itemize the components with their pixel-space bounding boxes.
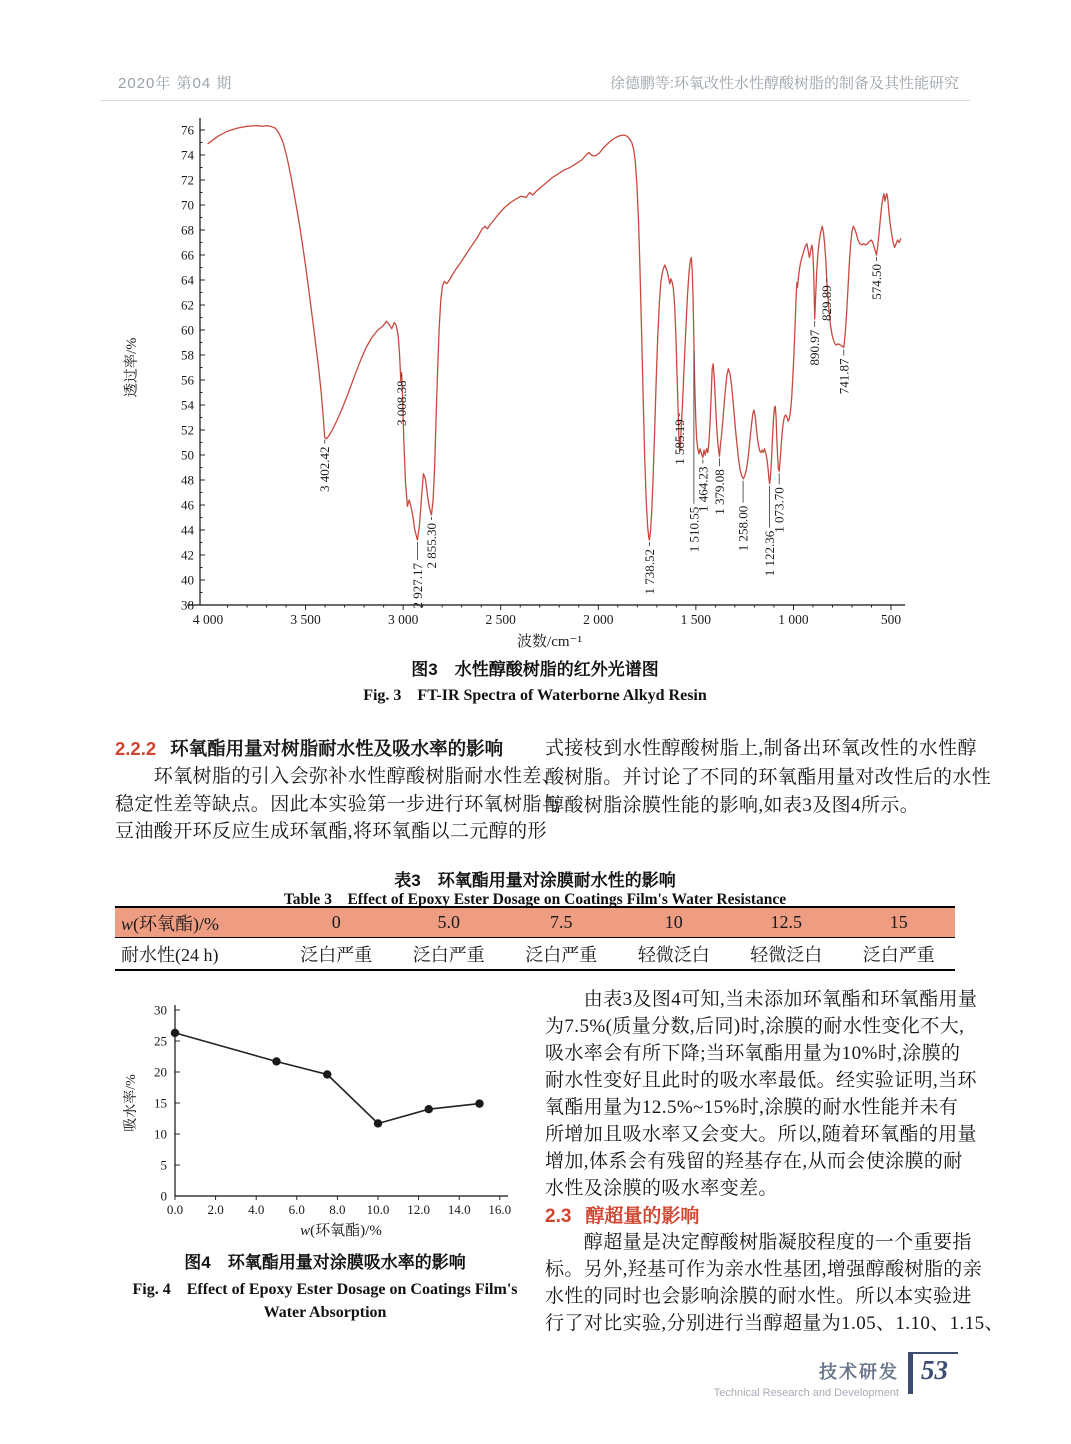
- data-point: [323, 1070, 331, 1078]
- data-point: [374, 1119, 382, 1127]
- table3-cell: 泛白严重: [862, 944, 935, 965]
- page-number-box: [908, 1352, 958, 1394]
- section-2-2-2-heading: [115, 735, 503, 761]
- running-title: 徐德鹏等:环氧改性水性醇酸树脂的制备及其性能研究: [609, 75, 959, 92]
- text-line: 标。另外,羟基可作为亲水性基团,增强醇酸树脂的亲: [545, 1259, 983, 1280]
- svg-text:52: 52: [181, 422, 194, 438]
- svg-text:54: 54: [181, 397, 194, 413]
- svg-text:2 000: 2 000: [583, 612, 614, 627]
- text-line: 耐水性变好且此时的吸水率最低。经实验证明,当环: [545, 1070, 977, 1091]
- footer-labels: [714, 1352, 899, 1399]
- svg-text:25: 25: [154, 1033, 167, 1049]
- table3-cell: 轻微泛白: [637, 944, 710, 965]
- table3-data-row: [115, 938, 955, 969]
- ftir-axes: [123, 118, 905, 650]
- svg-text:60: 60: [181, 322, 194, 338]
- svg-text:70: 70: [181, 197, 194, 213]
- table3-header-cell: 5.0: [437, 912, 460, 932]
- absorb-axes: [122, 1003, 511, 1240]
- svg-text:10: 10: [154, 1126, 167, 1142]
- table3-header-cell: 12.5: [770, 912, 802, 932]
- svg-text:2.0: 2.0: [207, 1202, 224, 1217]
- svg-text:66: 66: [181, 247, 194, 263]
- header-divider: [100, 100, 970, 101]
- text-line: 醇酸树脂涂膜性能的影响,如表3及图4所示。: [545, 795, 920, 816]
- table3-header-cell: 0: [331, 912, 341, 932]
- svg-text:12.0: 12.0: [407, 1202, 430, 1217]
- svg-text:透过率/%: 透过率/%: [124, 337, 140, 398]
- table3-header-cell: 15: [889, 912, 908, 932]
- svg-text:64: 64: [181, 272, 194, 288]
- svg-text:68: 68: [181, 222, 194, 238]
- svg-text:2 927.17: 2 927.17: [409, 563, 425, 609]
- svg-text:3 008.38: 3 008.38: [394, 380, 410, 426]
- table3-cell: 泛白严重: [300, 944, 373, 965]
- footer-section-en: Technical Research and Development: [713, 1387, 899, 1399]
- svg-text:58: 58: [181, 347, 194, 363]
- svg-text:48: 48: [181, 472, 194, 488]
- figure4-caption-zh: 图4 环氧酯用量对涂膜吸水率的影响: [184, 1253, 466, 1272]
- right-column-paragraph: [545, 735, 992, 821]
- svg-text:20: 20: [154, 1064, 167, 1080]
- svg-text:1 073.70: 1 073.70: [771, 487, 787, 533]
- table3-header-label: w(环氧酯)/%: [121, 913, 219, 934]
- svg-text:4 000: 4 000: [192, 612, 224, 627]
- table3-row-label: 耐水性(24 h): [121, 944, 219, 965]
- svg-text:8.0: 8.0: [329, 1202, 346, 1217]
- svg-text:46: 46: [181, 497, 194, 513]
- svg-text:0: 0: [160, 1188, 167, 1204]
- text-line: 式接枝到水性醇酸树脂上,制备出环氧改性的水性醇: [545, 738, 977, 759]
- text-line: 为7.5%(质量分数,后同)时,涂膜的耐水性变化不大,: [545, 1016, 965, 1037]
- svg-text:w(环氧酯)/%: w(环氧酯)/%: [300, 1223, 382, 1239]
- table3-title-zh: 表3 环氧酯用量对涂膜耐水性的影响: [394, 871, 676, 890]
- svg-text:890.97: 890.97: [807, 329, 823, 366]
- svg-text:76: 76: [181, 122, 194, 138]
- svg-text:829.89: 829.89: [819, 285, 835, 321]
- svg-text:2 500: 2 500: [485, 612, 516, 627]
- section-2-3-paragraph: [545, 1229, 1004, 1337]
- ftir-spectrum-chart: [90, 108, 970, 668]
- data-point: [425, 1105, 433, 1113]
- svg-text:吸水率/%: 吸水率/%: [124, 1074, 139, 1132]
- svg-text:62: 62: [181, 297, 194, 313]
- table3-title-en: Table 3 Effect of Epoxy Ester Dosage on Coatings Film's Water Resistance: [283, 891, 787, 908]
- svg-text:56: 56: [181, 372, 194, 388]
- svg-text:74: 74: [181, 147, 194, 163]
- svg-text:1 379.08: 1 379.08: [711, 469, 727, 515]
- data-point: [475, 1099, 483, 1107]
- svg-text:1 500: 1 500: [680, 612, 712, 627]
- text-line: 由表3及图4可知,当未添加环氧酯和环氧酯用量: [545, 989, 978, 1010]
- figure4-caption-en: Fig. 4 Effect of Epoxy Ester Dosage on Coatings Film's: [132, 1281, 518, 1298]
- section-number: 2.2.2: [115, 738, 157, 759]
- table3-cell: 轻微泛白: [750, 944, 823, 965]
- svg-text:741.87: 741.87: [836, 358, 852, 395]
- svg-text:2 855.30: 2 855.30: [423, 523, 439, 569]
- ftir-curve: [208, 126, 901, 540]
- table3-header-row: [115, 908, 955, 938]
- text-line: 环氧树脂的引入会弥补水性醇酸树脂耐水性差、: [115, 766, 562, 787]
- svg-text:1 464.23: 1 464.23: [695, 466, 711, 512]
- table3-header-cell: 10: [664, 912, 683, 932]
- svg-text:3 000: 3 000: [387, 612, 419, 627]
- data-point: [272, 1057, 280, 1065]
- footer-section-zh: 技术研发: [819, 1362, 899, 1382]
- text-line: 增加,体系会有残留的羟基存在,从而会使涂膜的耐: [545, 1151, 963, 1172]
- table3-cell: 泛白严重: [525, 944, 598, 965]
- svg-text:500: 500: [880, 612, 902, 627]
- svg-text:5: 5: [160, 1157, 167, 1173]
- svg-text:50: 50: [181, 447, 194, 463]
- journal-issue: 2020年 第04 期: [118, 75, 233, 92]
- svg-text:3 402.42: 3 402.42: [317, 446, 333, 492]
- svg-text:波数/cm⁻¹: 波数/cm⁻¹: [517, 634, 582, 650]
- svg-text:1 510.55: 1 510.55: [686, 506, 702, 553]
- section-2-3-heading: [545, 1201, 699, 1228]
- text-line: 行了对比实验,分别进行当醇超量为1.05、1.10、1.15、: [545, 1313, 1004, 1334]
- figure4-caption-en: Water Absorption: [263, 1304, 387, 1321]
- water-absorption-chart: [115, 995, 535, 1245]
- section-number: 2.3: [545, 1206, 572, 1227]
- svg-text:1 000: 1 000: [778, 612, 809, 627]
- svg-text:30: 30: [154, 1002, 167, 1018]
- section-title: 醇超量的影响: [585, 1206, 700, 1227]
- svg-text:0.0: 0.0: [166, 1202, 184, 1217]
- svg-text:16.0: 16.0: [488, 1202, 512, 1217]
- svg-text:1 122.36: 1 122.36: [762, 530, 778, 577]
- section-title: 环氧酯用量对树脂耐水性及吸水率的影响: [170, 738, 504, 759]
- figure3-caption-zh: 图3 水性醇酸树脂的红外光谱图: [411, 660, 659, 679]
- discussion-paragraph: [545, 986, 978, 1202]
- svg-text:3 500: 3 500: [290, 612, 321, 627]
- svg-text:6.0: 6.0: [288, 1202, 305, 1217]
- text-line: 水性的同时也会影响涂膜的耐水性。所以本实验进: [545, 1286, 972, 1307]
- page-number: 53: [921, 1355, 948, 1385]
- svg-text:1 258.00: 1 258.00: [735, 505, 751, 552]
- page-footer: [714, 1352, 958, 1399]
- figure3-caption-en: Fig. 3 FT-IR Spectra of Waterborne Alkyd Resin: [363, 687, 707, 704]
- text-line: 吸水率会有所下降;当环氧酯用量为10%时,涂膜的: [545, 1043, 961, 1064]
- svg-text:14.0: 14.0: [447, 1202, 471, 1217]
- svg-text:44: 44: [181, 522, 194, 538]
- svg-text:40: 40: [181, 572, 194, 588]
- table3-cell: 泛白严重: [412, 944, 485, 965]
- text-line: 豆油酸开环反应生成环氧酯,将环氧酯以二元醇的形: [115, 821, 547, 842]
- svg-text:42: 42: [181, 547, 194, 563]
- text-line: 水性及涂膜的吸水率变差。: [545, 1178, 778, 1199]
- table3: [115, 906, 955, 971]
- svg-text:38: 38: [181, 597, 194, 613]
- text-line: 稳定性差等缺点。因此本实验第一步进行环氧树脂与: [115, 793, 562, 815]
- table3-header-cell: 7.5: [550, 912, 573, 932]
- text-line: 酸树脂。并讨论了不同的环氧酯用量对改性后的水性: [545, 766, 992, 788]
- svg-text:574.50: 574.50: [868, 264, 884, 300]
- svg-text:1 738.52: 1 738.52: [641, 549, 657, 595]
- svg-text:15: 15: [154, 1095, 167, 1111]
- text-line: 所增加且吸水率又会变大。所以,随着环氧酯的用量: [545, 1124, 977, 1145]
- left-column-paragraph: [115, 763, 562, 846]
- text-line: 氧酯用量为12.5%~15%时,涂膜的耐水性能并未有: [545, 1097, 959, 1118]
- ftir-peak-labels: [317, 257, 884, 609]
- svg-text:1 585.19: 1 585.19: [671, 419, 687, 465]
- svg-text:4.0: 4.0: [248, 1202, 265, 1217]
- svg-text:10.0: 10.0: [366, 1202, 390, 1217]
- data-point: [171, 1029, 179, 1037]
- svg-text:72: 72: [181, 172, 194, 188]
- text-line: 醇超量是决定醇酸树脂凝胶程度的一个重要指: [545, 1232, 972, 1253]
